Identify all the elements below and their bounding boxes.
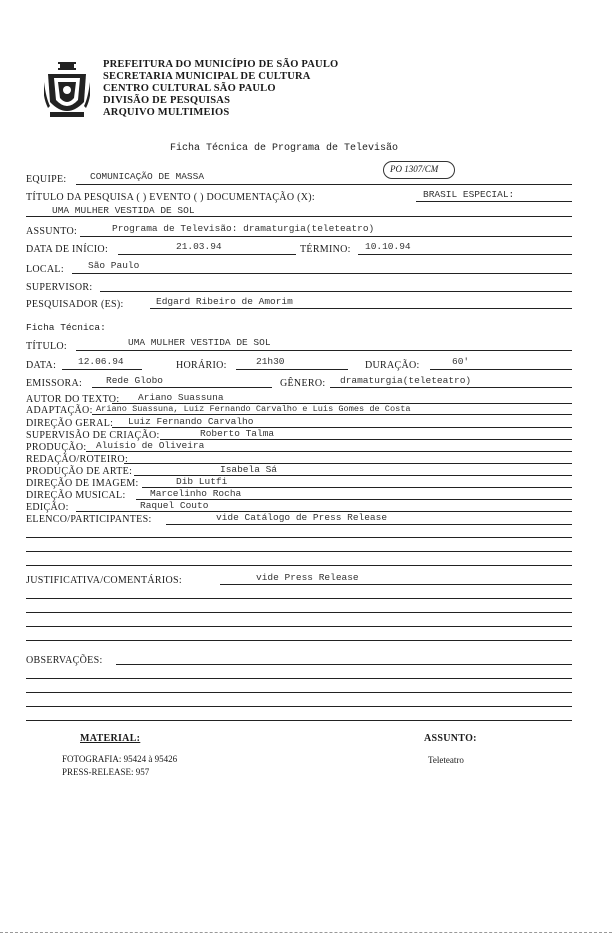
scan-edge <box>0 932 612 933</box>
blank-line <box>26 551 572 552</box>
justificativa-value: vide Press Release <box>256 572 359 583</box>
data-inicio-value: 21.03.94 <box>176 241 222 252</box>
termino-line <box>358 254 572 255</box>
horario-value: 21h30 <box>256 356 285 367</box>
assunto-value: Programa de Televisão: dramaturgia(teleteatro) <box>112 223 375 234</box>
form-title: Ficha Técnica de Programa de Televisão <box>170 143 399 154</box>
justificativa-line <box>220 584 572 585</box>
emissora-value: Rede Globo <box>106 375 164 386</box>
emissora-label: EMISSORA: <box>26 378 83 389</box>
fotografia-text: FOTOGRAFIA: 95424 à 95426 <box>62 754 178 764</box>
blank-line <box>26 537 572 538</box>
titulo-pesquisa-value: BRASIL ESPECIAL: <box>423 189 515 200</box>
equipe-label: EQUIPE: <box>26 174 67 185</box>
pesquisador-line <box>150 308 572 309</box>
credit-line <box>92 414 572 415</box>
credit-line <box>166 524 572 525</box>
credit-label: AUTOR DO TEXTO: <box>26 394 120 405</box>
blank-line <box>26 678 572 679</box>
ref-code-stamp <box>383 161 455 179</box>
observacoes-line <box>116 664 572 665</box>
coat-of-arms-emblem <box>44 62 90 122</box>
termino-label: TÉRMINO: <box>300 244 351 255</box>
data-value: 12.06.94 <box>78 356 124 367</box>
footer-assunto-label: ASSUNTO: <box>424 733 477 744</box>
header-line-3: CENTRO CULTURAL SÃO PAULO <box>103 83 276 94</box>
titulo-value: UMA MULHER VESTIDA DE SOL <box>128 337 271 348</box>
credit-label: PRODUÇÃO DE ARTE: <box>26 466 133 477</box>
genero-value: dramaturgia(teleteatro) <box>340 375 472 386</box>
credit-line <box>160 439 572 440</box>
data-label: DATA: <box>26 360 57 371</box>
supervisor-label: SUPERVISOR: <box>26 282 93 293</box>
header-line-4: DIVISÃO DE PESQUISAS <box>103 95 231 106</box>
data-inicio-label: DATA DE INÍCIO: <box>26 244 109 255</box>
credit-value: vide Catálogo de Press Release <box>216 512 388 523</box>
local-value: São Paulo <box>88 260 140 271</box>
credit-label: ELENCO/PARTICIPANTES: <box>26 514 152 525</box>
credit-value: Roberto Talma <box>200 428 275 439</box>
credit-value: Ariano Suassuna <box>138 392 224 403</box>
blank-line <box>26 612 572 613</box>
credit-line <box>124 463 572 464</box>
credit-label: REDAÇÃO/ROTEIRO: <box>26 454 129 465</box>
ficha-heading: Ficha Técnica: <box>26 322 106 333</box>
titulo-pesquisa-line <box>416 201 572 202</box>
data-inicio-line <box>118 254 296 255</box>
emissora-line <box>92 387 272 388</box>
titulo-pesquisa-line-2 <box>26 216 572 217</box>
pesquisador-label: PESQUISADOR (ES): <box>26 299 124 310</box>
termino-value: 10.10.94 <box>365 241 411 252</box>
equipe-line <box>76 184 572 185</box>
credit-label: PRODUÇÃO: <box>26 442 87 453</box>
duracao-label: DURAÇÃO: <box>365 360 420 371</box>
credit-value: Dib Lutfi <box>176 476 228 487</box>
local-label: LOCAL: <box>26 264 64 275</box>
footer-assunto-value: Teleteatro <box>428 755 464 765</box>
credit-label: SUPERVISÃO DE CRIAÇÃO: <box>26 430 160 441</box>
credit-value: Isabela Sá <box>220 464 278 475</box>
genero-label: GÊNERO: <box>280 378 326 389</box>
titulo-pesquisa-value-2: UMA MULHER VESTIDA DE SOL <box>52 205 195 216</box>
credit-value: Raquel Couto <box>140 500 209 511</box>
assunto-label: ASSUNTO: <box>26 226 78 237</box>
duracao-value: 60' <box>452 356 470 367</box>
header-line-2: SECRETARIA MUNICIPAL DE CULTURA <box>103 71 311 82</box>
duracao-line <box>430 369 572 370</box>
credit-label: DIREÇÃO GERAL: <box>26 418 114 429</box>
equipe-value: COMUNICAÇÃO DE MASSA <box>90 171 205 182</box>
blank-line <box>26 706 572 707</box>
supervisor-line <box>100 291 572 292</box>
credit-value: Marcelinho Rocha <box>150 488 242 499</box>
blank-line <box>26 692 572 693</box>
titulo-label: TÍTULO: <box>26 341 67 352</box>
press-release-text: PRESS-RELEASE: 957 <box>62 767 150 777</box>
blank-line <box>26 640 572 641</box>
blank-line <box>26 565 572 566</box>
titulo-pesquisa-label: TÍTULO DA PESQUISA ( ) EVENTO ( ) DOCUMENTAÇÃO (X): <box>26 192 316 203</box>
header-line-5: ARQUIVO MULTIMEIOS <box>103 107 230 118</box>
credit-line <box>112 427 572 428</box>
header-line-1: PREFEITURA DO MUNICÍPIO DE SÃO PAULO <box>103 59 339 70</box>
horario-line <box>236 369 348 370</box>
justificativa-label: JUSTIFICATIVA/COMENTÁRIOS: <box>26 575 182 586</box>
assunto-line <box>80 236 572 237</box>
credit-value: Ariano Suassuna, Luiz Fernando Carvalho e Luis Gomes de Costa <box>96 404 411 414</box>
credit-label: DIREÇÃO DE IMAGEM: <box>26 478 139 489</box>
blank-line <box>26 598 572 599</box>
credit-value: Luiz Fernando Carvalho <box>128 416 254 427</box>
genero-line <box>330 387 572 388</box>
pesquisador-value: Edgard Ribeiro de Amorim <box>156 296 293 307</box>
credit-label: DIREÇÃO MUSICAL: <box>26 490 126 501</box>
credit-label: ADAPTAÇÃO: <box>26 405 93 416</box>
observacoes-label: OBSERVAÇÕES: <box>26 655 103 666</box>
credit-line <box>86 451 572 452</box>
blank-line <box>26 720 572 721</box>
ref-code: PO 1307/CM <box>390 164 439 174</box>
titulo-line <box>76 350 572 351</box>
material-label: MATERIAL: <box>80 733 141 744</box>
credit-label: EDIÇÃO: <box>26 502 69 513</box>
credit-value: Aluísio de Oliveira <box>96 440 205 451</box>
data-line <box>62 369 142 370</box>
blank-line <box>26 626 572 627</box>
local-line <box>72 273 572 274</box>
horario-label: HORÁRIO: <box>176 360 227 371</box>
